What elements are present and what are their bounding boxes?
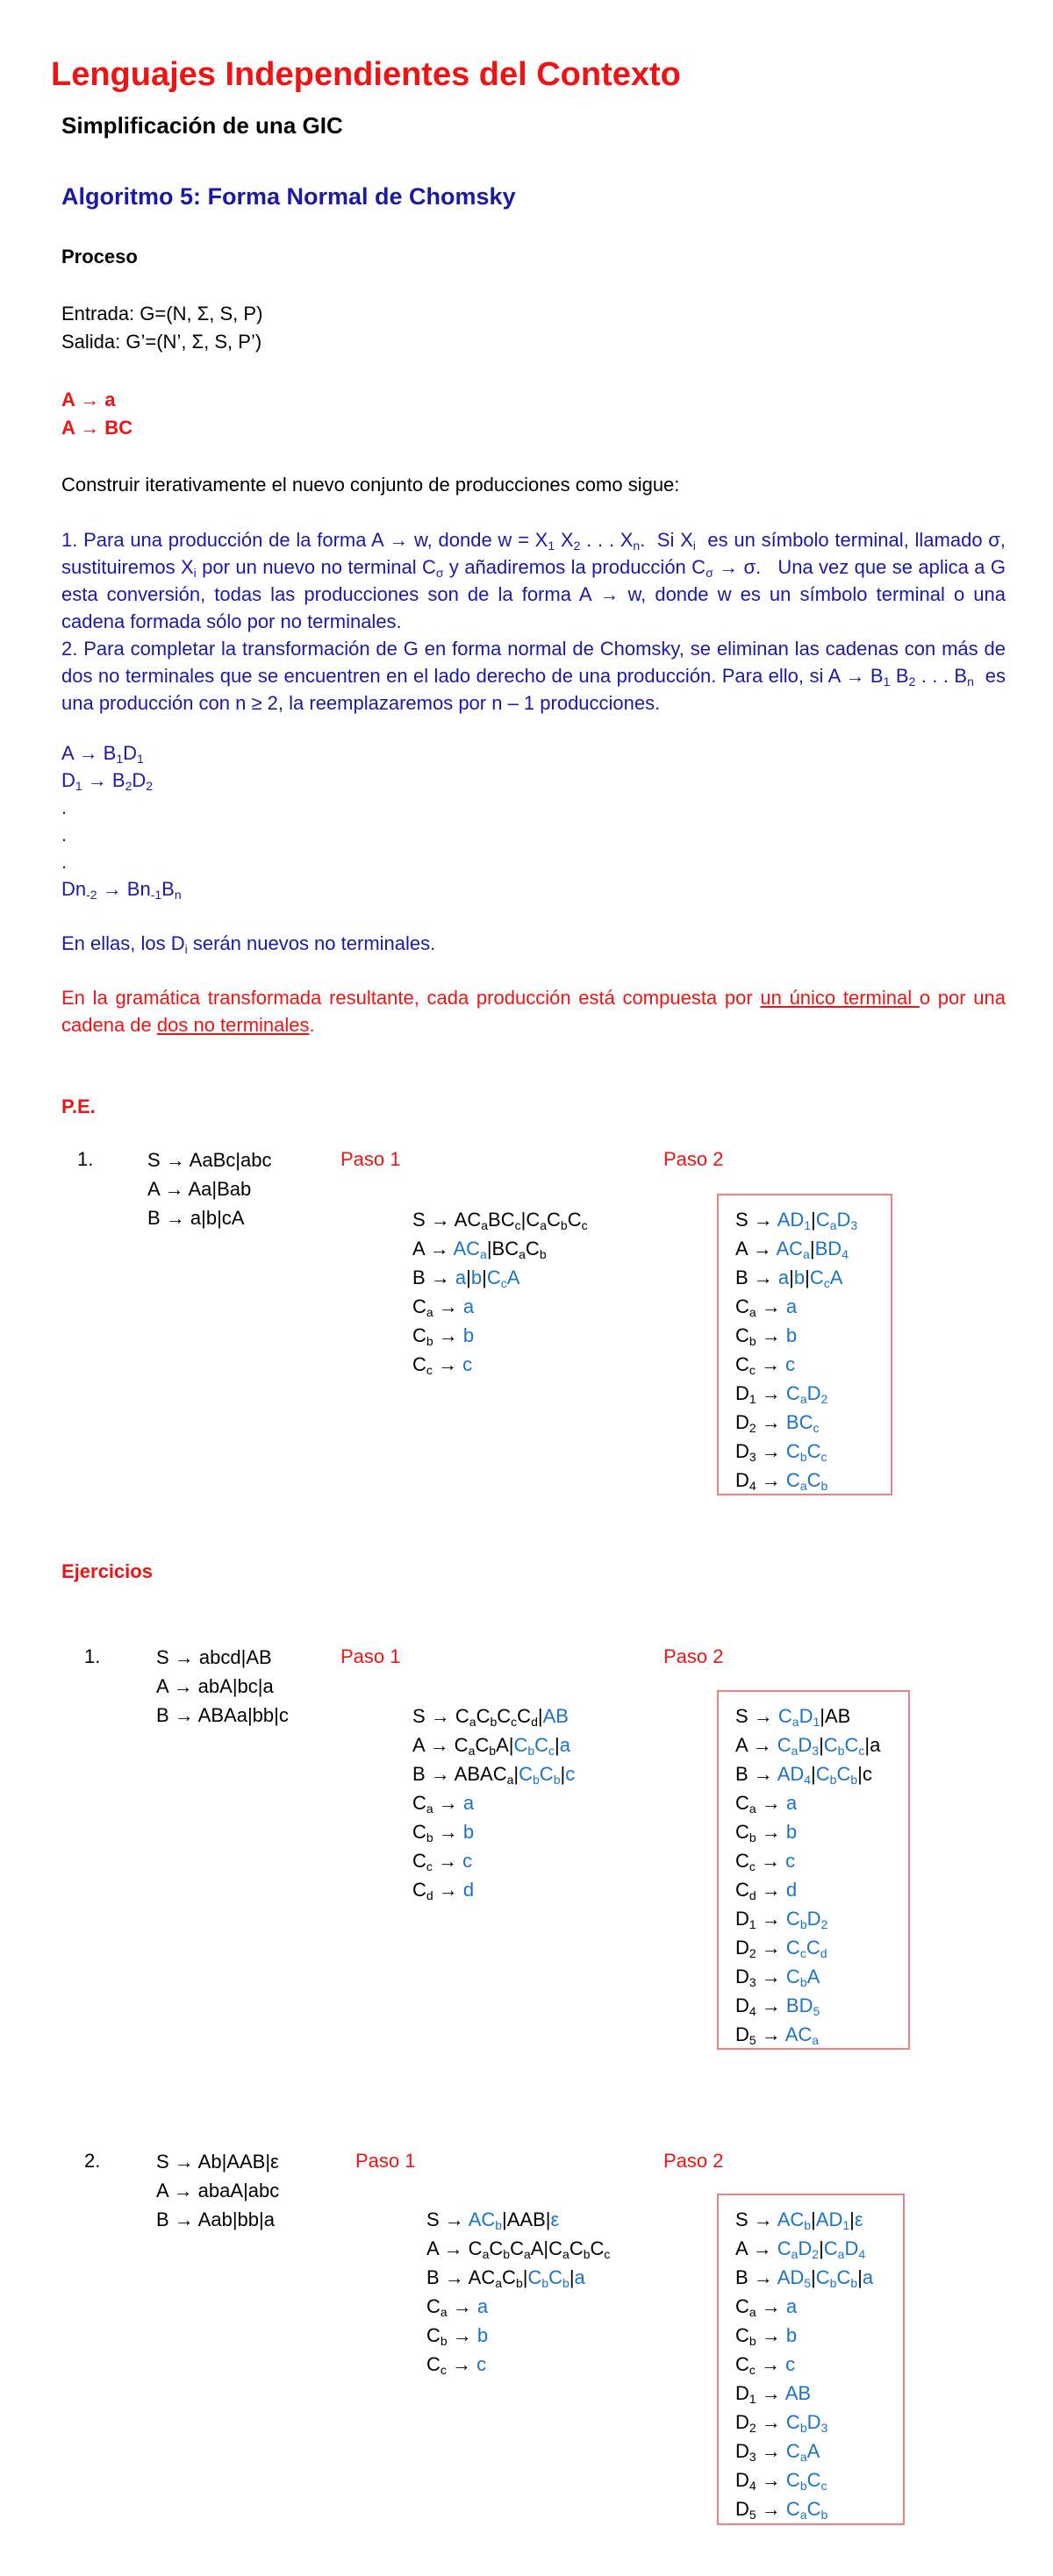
exercise-grammar: S → Ab|AAB|ε A → abaA|abc B → Aab|bb|a: [156, 2151, 280, 2230]
exercise-paso1: $S \to AC_b|AAB|\varepsilon$ $A \to C_aC_bC_aA|C_aC_bC_c$ $B \to AC_aC_b|C_bC_b|a$ $C_a \to a$ $C_b \to b$ $C_c \to c$: [426, 2209, 611, 2377]
example-paso2: $S \to AD_1|C_aD_3$ $A \to AC_a|BD_4$ $B \to a|b|C_cA$ $C_a \to a$ $C_b \to b$ $C_c \to c$ $D_1 \to C_aD_2$ $D_2 \to BC_c$ $D_3 \to C_bC_c$ $D_4 \to C_aC_b$: [735, 1209, 858, 1493]
example-paso1: $S \to AC_aBC_c|C_aC_bC_c$ $A \to AC_a|BC_aC_b$ $B \to a|b|C_cA$ $C_a \to a$ $C_b \to b$ $C_c \to c$: [412, 1209, 588, 1377]
algorithm-title: Algoritmo 5: Forma Normal de Chomsky: [61, 183, 516, 210]
chain-productions: $A \to B_1D_1$ $D_1 \to B_2D_2$ . . . $Dn_{-2} \to Bn_{-1}B_n$: [61, 742, 182, 902]
rule-terminal: A → a: [61, 389, 116, 410]
input-line: Entrada: G=(N, Σ, S, P): [61, 303, 263, 325]
output-line: Salida: G’=(N’, Σ, S, P’): [61, 331, 262, 353]
paso2-label: Paso 2: [663, 1645, 724, 1667]
step1-paragraph: 1. Para una producción de la forma A → w, donde $w = X_1$ $X_2$ . . . $X_n$. Si $X_i$ es un símbolo terminal, llamado σ, sustituiremos $X_i$ por un nuevo no terminal $C_\sigma$ y añadiremos la producción $C_\sigma \to \sigma$. Una vez que se aplica a G esta conversión, todas las producciones son de la forma A → w, donde w es un símbolo terminal o una cadena formada sólo por no terminales.: [61, 529, 1006, 632]
example-grammar: S → AaBc|abc A → Aa|Bab B → a|b|cA: [147, 1149, 272, 1229]
exercise-number: 1.: [84, 1645, 101, 1667]
paso1-label: Paso 1: [340, 1148, 401, 1170]
new-nonterminals-note: En ellas, los $D_i$ serán nuevos no terminales.: [61, 932, 436, 956]
conclusion-paragraph: En la gramática transformada resultante, cada producción está compuesta por un único terminal o por una cadena de dos no terminales.: [61, 987, 1006, 1036]
paso1-label: Paso 1: [355, 2150, 416, 2172]
construct-text: Construir iterativamente el nuevo conjunto de producciones como sigue:: [61, 474, 680, 496]
exercise-paso2: $S \to C_aD_1|AB$ $A \to C_aD_3|C_bC_c|a$ $B \to AD_4|C_bC_b|c$ $C_a \to a$ $C_b \to b$ $C_c \to c$ $C_d \to d$ $D_1 \to C_bD_2$ $D_2 \to C_cC_d$ $D_3 \to C_bA$ $D_4 \to BD_5$ $D_5 \to AC_a$: [735, 1705, 881, 2047]
page-title: Lenguajes Independientes del Contexto: [51, 56, 681, 93]
example-number: 1.: [77, 1148, 94, 1170]
step2-paragraph: 2. Para completar la transformación de G en forma normal de Chomsky, se eliminan las cadenas con más de dos no terminales que se encuentren en el lado derecho de una producción. Para ello, si $A \to B_1$ $B_2$ . . . $B_n$ es una producción con n ≥ 2, la reemplazaremos por n – 1 producciones.: [61, 638, 1006, 714]
subtitle: Simplificación de una GIC: [61, 112, 343, 139]
exercise-paso1: $S \to C_aC_bC_cC_d|AB$ $A \to C_aC_bA|C_bC_c|a$ $B \to ABAC_a|C_bC_b|c$ $C_a \to a$ $C_b \to b$ $C_c \to c$ $C_d \to d$: [412, 1705, 576, 1902]
exercise-grammar: S → abcd|AB A → abA|bc|a B → ABAa|bb|c: [156, 1646, 289, 1726]
paso1-label: Paso 1: [340, 1645, 401, 1667]
exercise-number: 2.: [84, 2150, 101, 2172]
paso2-label: Paso 2: [663, 1148, 724, 1170]
ejercicios-label: Ejercicios: [61, 1560, 153, 1582]
paso2-label: Paso 2: [663, 2150, 724, 2172]
rule-nonterminals: A → BC: [61, 417, 133, 439]
process-label: Proceso: [61, 246, 138, 268]
pe-label: P.E.: [61, 1095, 96, 1117]
exercise-paso2: $S \to AC_b|AD_1|\varepsilon$ $A \to C_aD_2|C_aD_4$ $B \to AD_5|C_bC_b|a$ $C_a \to a$ $C_b \to b$ $C_c \to c$ $D_1$ → AB $D_2 \to C_bD_3$ $D_3 \to C_aA$ $D_4 \to C_bC_c$ $D_5 \to C_aC_b$: [735, 2209, 874, 2522]
